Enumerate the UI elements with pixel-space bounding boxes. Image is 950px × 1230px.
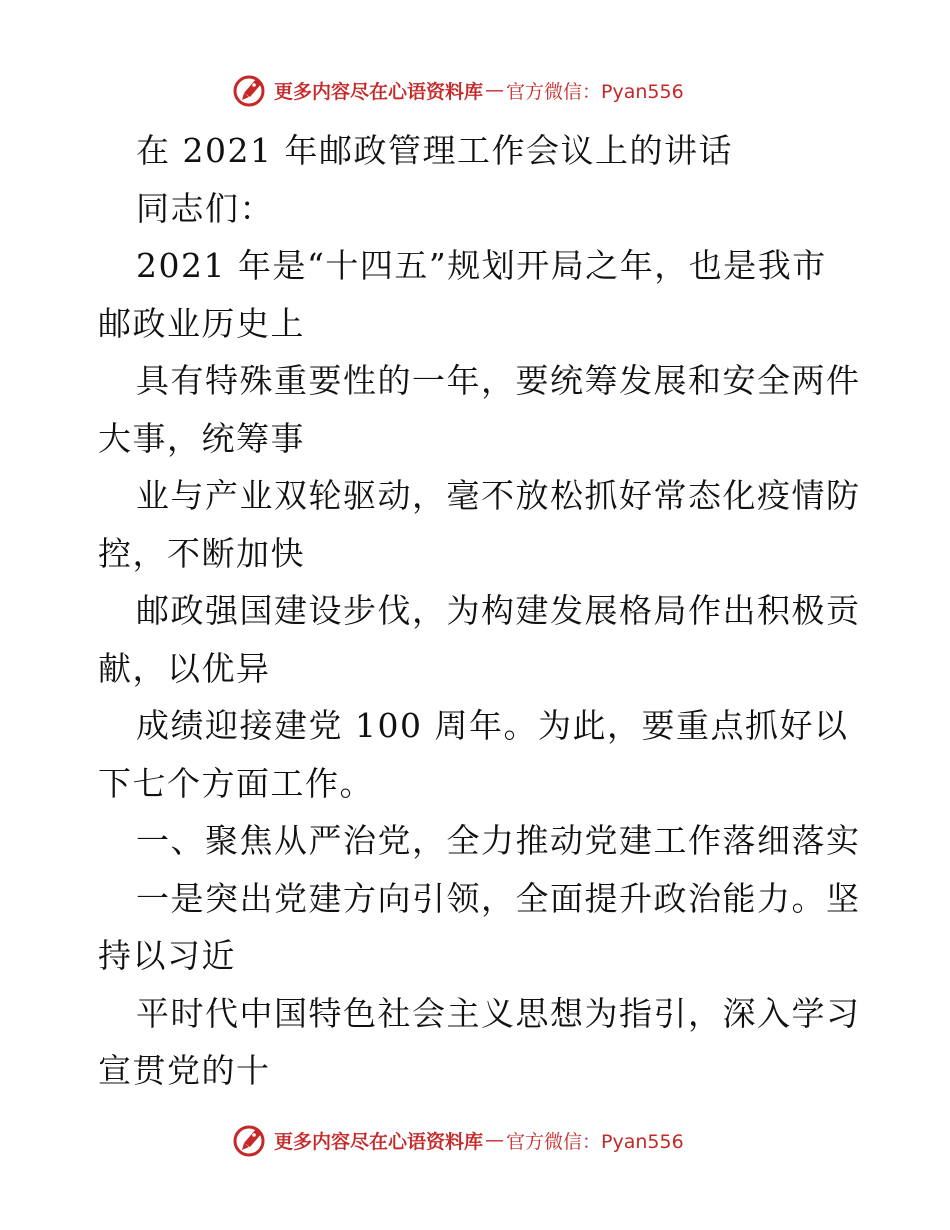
- footer-watermark-banner: [232, 1120, 684, 1160]
- salutation: 同志们：: [136, 188, 274, 228]
- paragraph-line: 持以习近: [98, 936, 236, 975]
- paragraph-line: 献，以优异: [98, 648, 271, 688]
- paragraph-line: 控，不断加快: [98, 533, 305, 573]
- paragraph-line: 平时代中国特色社会主义思想为指引，深入学习: [136, 993, 861, 1033]
- document-body: [98, 122, 861, 1100]
- paragraph-line: 宣贯党的十: [98, 1051, 271, 1090]
- paragraph-line: 大事，统筹事: [98, 418, 305, 458]
- watermark-brand-text: 更多内容尽在心语资料库: [274, 80, 484, 103]
- watermark-brand-text: 更多内容尽在心语资料库: [274, 1130, 484, 1153]
- paragraph-line: 邮政强国建设步伐，为构建发展格局作出积极贡: [136, 591, 861, 630]
- paragraph-line: 下七个方面工作。: [98, 763, 374, 803]
- paragraph-line: 业与产业双轮驱动，毫不放松抓好常态化疫情防: [136, 476, 861, 515]
- paragraph-line: 成绩迎接建党 100 周年。为此，要重点抓好以: [136, 706, 849, 745]
- paragraph-line: 具有特殊重要性的一年，要统筹发展和安全两件: [136, 361, 861, 400]
- section-heading: 一、聚焦从严治党，全力推动党建工作落细落实: [136, 821, 861, 860]
- watermark-contact-text: 官方微信：Pyan556: [506, 1130, 684, 1153]
- paragraph-line: 邮政业历史上: [98, 303, 305, 343]
- watermark-contact-text: 官方微信：Pyan556: [506, 80, 684, 103]
- pen-nib-logo-icon: [232, 1121, 270, 1159]
- paragraph-line: 一是突出党建方向引领，全面提升政治能力。坚: [136, 878, 861, 918]
- document-title: 在 2021 年邮政管理工作会议上的讲话: [136, 131, 733, 170]
- watermark-dash: —: [485, 1129, 505, 1151]
- paragraph-line: 2021 年是“十四五”规划开局之年，也是我市: [136, 246, 827, 285]
- header-watermark-banner: [232, 70, 684, 110]
- pen-nib-logo-icon: [232, 71, 270, 109]
- watermark-dash: —: [485, 79, 505, 101]
